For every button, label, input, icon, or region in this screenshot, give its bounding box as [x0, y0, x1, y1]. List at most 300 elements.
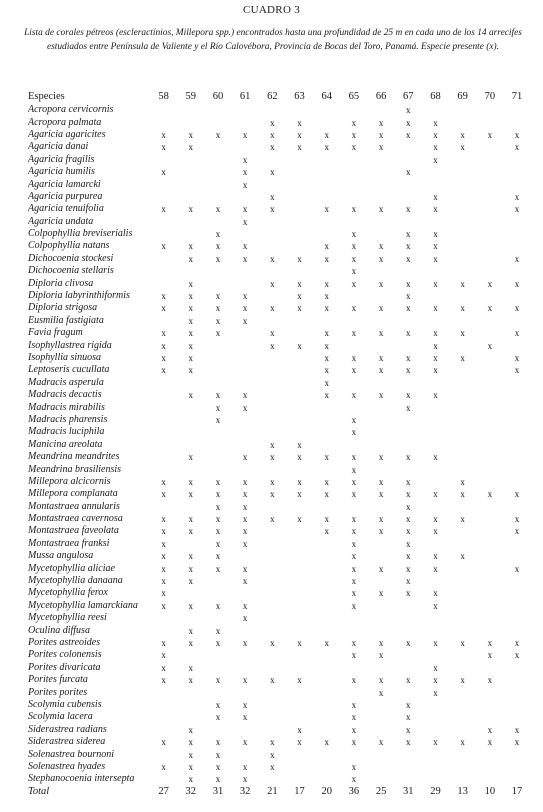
presence-cell: x	[351, 712, 357, 723]
presence-cell	[476, 166, 503, 178]
species-name: Oculina diffusa	[28, 624, 90, 636]
presence-cell	[286, 463, 313, 475]
species-name: Mycetophyllia reesi	[28, 612, 107, 624]
presence-cell	[286, 600, 313, 612]
presence-cell: x	[406, 328, 411, 339]
species-name: Agaricia agaricites	[28, 128, 106, 140]
presence-cell	[313, 662, 340, 674]
presence-cell	[286, 612, 313, 624]
presence-cell	[449, 216, 476, 228]
presence-cell	[313, 104, 340, 116]
presence-cell	[259, 240, 286, 252]
presence-cell	[476, 327, 503, 339]
presence-cell: x	[242, 167, 248, 178]
presence-cell	[503, 662, 530, 674]
presence-cell: x	[351, 328, 357, 339]
presence-cell: x	[433, 353, 438, 363]
presence-cell	[476, 501, 503, 513]
presence-cell	[232, 649, 259, 661]
presence-cell	[177, 414, 204, 426]
presence-cell: x	[406, 724, 411, 735]
species-name: Mycetophyllia danaana	[28, 575, 123, 587]
presence-cell	[286, 711, 313, 723]
presence-cell: x	[215, 501, 221, 512]
presence-cell	[313, 191, 340, 203]
presence-cell	[368, 414, 395, 426]
table-row	[28, 612, 531, 624]
presence-cell	[286, 352, 313, 364]
presence-cell	[286, 191, 313, 203]
presence-cell: x	[406, 514, 411, 525]
presence-cell: x	[188, 340, 194, 351]
presence-cell: x	[297, 637, 302, 648]
presence-cell: x	[270, 452, 275, 463]
presence-cell: x	[161, 737, 166, 748]
presence-cell: x	[161, 365, 166, 376]
presence-cell	[422, 724, 449, 736]
reef-column-header: 63	[294, 91, 305, 102]
presence-cell	[503, 476, 530, 488]
presence-cell: x	[378, 675, 384, 686]
species-name: Dichocoenia stockesi	[28, 252, 114, 264]
presence-cell	[449, 649, 476, 661]
presence-cell: x	[242, 712, 248, 723]
presence-cell: x	[406, 637, 411, 648]
table-row	[28, 476, 531, 488]
presence-cell: x	[161, 291, 166, 302]
presence-cell	[150, 377, 177, 389]
reef-column-header: 65	[348, 91, 360, 102]
presence-cell	[503, 116, 530, 128]
presence-cell: x	[406, 105, 411, 116]
species-name: Dichocoenia stellaris	[28, 265, 114, 277]
presence-cell: x	[215, 414, 221, 425]
presence-cell	[259, 426, 286, 438]
presence-cell	[286, 377, 313, 389]
presence-cell	[449, 463, 476, 475]
presence-cell	[313, 426, 340, 438]
presence-cell	[503, 451, 530, 463]
presence-cell	[286, 154, 313, 166]
presence-cell: x	[514, 204, 520, 215]
presence-cell: x	[433, 452, 438, 463]
presence-cell	[286, 178, 313, 190]
table-row	[28, 154, 531, 166]
presence-cell: x	[270, 637, 275, 648]
presence-cell	[204, 377, 231, 389]
presence-cell: x	[215, 514, 221, 525]
presence-cell	[395, 426, 422, 438]
presence-cell: x	[188, 353, 194, 363]
presence-cell	[449, 538, 476, 550]
presence-cell	[232, 377, 259, 389]
presence-cell: x	[406, 229, 411, 240]
presence-cell: x	[406, 253, 411, 264]
presence-cell	[476, 203, 503, 215]
presence-cell: x	[487, 278, 493, 289]
presence-cell	[204, 575, 231, 587]
species-name: Favia fragum	[28, 327, 83, 339]
total-value: 31	[212, 785, 224, 797]
presence-cell	[177, 377, 204, 389]
presence-cell	[177, 166, 204, 178]
presence-cell: x	[161, 600, 166, 611]
presence-cell	[476, 711, 503, 723]
presence-cell	[286, 662, 313, 674]
table-row	[28, 488, 531, 500]
presence-cell: x	[215, 699, 221, 710]
presence-cell: x	[433, 551, 438, 562]
presence-cell: x	[242, 129, 248, 140]
species-name: Stephanocoenia intersepta	[28, 773, 135, 785]
presence-cell: x	[460, 637, 465, 648]
presence-cell: x	[188, 489, 194, 500]
presence-cell: x	[242, 315, 248, 326]
presence-cell: x	[378, 278, 384, 289]
presence-cell: x	[378, 129, 384, 140]
table-row	[28, 637, 531, 649]
presence-cell	[286, 401, 313, 413]
presence-cell	[368, 600, 395, 612]
species-name: Porites colonensis	[28, 649, 102, 661]
presence-cell: x	[406, 117, 411, 128]
presence-cell: x	[324, 340, 329, 351]
presence-cell	[476, 364, 503, 376]
presence-cell: x	[351, 489, 357, 500]
presence-cell: x	[351, 737, 357, 748]
presence-cell	[340, 315, 367, 327]
presence-cell	[395, 377, 422, 389]
presence-cell	[259, 711, 286, 723]
presence-cell	[286, 575, 313, 587]
presence-cell	[177, 228, 204, 240]
presence-cell: x	[433, 563, 438, 574]
presence-cell	[150, 389, 177, 401]
presence-cell	[313, 550, 340, 562]
presence-cell: x	[324, 390, 329, 401]
presence-cell	[476, 315, 503, 327]
presence-cell: x	[406, 501, 411, 512]
presence-cell: x	[324, 737, 329, 748]
presence-cell: x	[161, 353, 166, 363]
presence-cell	[449, 686, 476, 698]
presence-cell	[232, 662, 259, 674]
species-name: Porites divaricata	[28, 661, 101, 673]
presence-cell: x	[161, 563, 166, 574]
presence-cell: x	[324, 377, 329, 388]
presence-cell: x	[406, 675, 411, 686]
presence-cell: x	[215, 737, 221, 748]
presence-cell	[232, 352, 259, 364]
presence-cell	[503, 166, 530, 178]
table-row	[28, 674, 531, 686]
presence-cell	[422, 290, 449, 302]
species-name: Mussa angulosa	[28, 550, 94, 562]
presence-cell	[286, 587, 313, 599]
presence-cell	[503, 216, 530, 228]
presence-cell	[368, 265, 395, 277]
presence-cell: x	[351, 563, 357, 574]
presence-cell	[368, 154, 395, 166]
presence-cell: x	[514, 737, 520, 748]
presence-cell: x	[297, 737, 302, 748]
presence-cell	[476, 426, 503, 438]
species-name: Montastraea faveolata	[28, 525, 119, 537]
presence-cell	[259, 501, 286, 513]
presence-cell	[177, 463, 204, 475]
presence-cell	[232, 724, 259, 736]
presence-cell	[503, 699, 530, 711]
presence-cell: x	[351, 699, 357, 710]
table-row	[28, 216, 531, 228]
presence-cell: x	[270, 191, 275, 202]
presence-cell: x	[433, 390, 438, 401]
presence-cell: x	[188, 452, 194, 463]
species-name: Meandrina brasiliensis	[28, 463, 122, 475]
presence-cell	[476, 253, 503, 265]
presence-cell	[422, 426, 449, 438]
total-value: 21	[267, 785, 278, 797]
species-name: Agaricia fragilis	[28, 153, 95, 165]
table-body	[28, 104, 531, 798]
reef-column-header: 59	[185, 91, 197, 102]
species-name: Porites porites	[28, 686, 88, 698]
presence-cell	[150, 178, 177, 190]
table-row	[28, 463, 531, 475]
presence-cell	[395, 265, 422, 277]
presence-cell: x	[378, 303, 384, 314]
presence-cell	[259, 352, 286, 364]
presence-cell: x	[433, 637, 438, 648]
presence-cell: x	[406, 390, 411, 401]
presence-cell: x	[514, 328, 520, 339]
presence-cell: x	[433, 278, 438, 289]
presence-cell: x	[351, 241, 357, 252]
presence-cell: x	[406, 551, 411, 562]
presence-cell: x	[406, 452, 411, 463]
presence-cell	[476, 612, 503, 624]
presence-cell	[449, 253, 476, 265]
presence-cell	[395, 191, 422, 203]
presence-cell: x	[351, 253, 357, 264]
presence-cell	[150, 414, 177, 426]
presence-cell: x	[487, 303, 493, 314]
table-row	[28, 377, 531, 389]
species-name: Acropora palmata	[28, 116, 102, 128]
presence-cell	[204, 265, 231, 277]
presence-cell: x	[487, 129, 493, 140]
presence-cell	[503, 339, 530, 351]
presence-cell	[395, 649, 422, 661]
table-row	[28, 327, 531, 339]
presence-cell: x	[351, 675, 357, 686]
presence-cell	[232, 414, 259, 426]
presence-cell: x	[297, 129, 302, 140]
presence-cell	[449, 451, 476, 463]
presence-cell	[286, 761, 313, 773]
presence-cell: x	[215, 303, 221, 314]
presence-cell: x	[297, 253, 302, 264]
presence-cell	[449, 154, 476, 166]
presence-cell: x	[324, 241, 329, 252]
presence-cell	[177, 216, 204, 228]
presence-cell: x	[297, 514, 302, 525]
table-row	[28, 736, 531, 748]
table-row	[28, 662, 531, 674]
presence-cell	[503, 290, 530, 302]
presence-cell	[177, 612, 204, 624]
presence-cell	[476, 538, 503, 550]
presence-cell: x	[188, 365, 194, 376]
presence-cell: x	[188, 761, 194, 772]
presence-cell	[177, 401, 204, 413]
presence-cell	[204, 104, 231, 116]
table-row	[28, 550, 531, 562]
table-row	[28, 104, 531, 116]
presence-cell	[422, 624, 449, 636]
presence-cell: x	[351, 204, 357, 215]
table-row	[28, 253, 531, 265]
presence-cell: x	[161, 328, 166, 339]
presence-cell: x	[324, 253, 329, 264]
species-name: Siderastrea siderea	[28, 736, 106, 748]
reef-column-header: 67	[403, 91, 414, 102]
presence-cell	[150, 228, 177, 240]
presence-cell	[503, 414, 530, 426]
presence-cell: x	[242, 774, 248, 785]
presence-cell: x	[188, 253, 194, 264]
presence-cell: x	[188, 563, 194, 574]
presence-cell: x	[297, 142, 302, 153]
presence-cell: x	[351, 427, 357, 438]
presence-cell	[449, 439, 476, 451]
presence-cell: x	[161, 204, 166, 215]
presence-cell	[476, 191, 503, 203]
reef-column-header: 64	[321, 91, 332, 102]
total-value: 10	[484, 785, 496, 797]
presence-cell: x	[242, 637, 248, 648]
species-name: Mycetophyllia lamarckiana	[28, 599, 138, 611]
reef-column-header: 58	[158, 91, 169, 102]
presence-cell: x	[161, 303, 166, 314]
presence-cell: x	[514, 365, 520, 376]
presence-cell: x	[215, 625, 221, 636]
presence-cell	[368, 538, 395, 550]
presence-cell: x	[215, 551, 221, 562]
table-row	[28, 315, 531, 327]
presence-cell: x	[460, 303, 465, 314]
reef-column-header: 62	[267, 91, 278, 102]
presence-cell	[422, 501, 449, 513]
presence-cell	[368, 761, 395, 773]
presence-cell	[232, 141, 259, 153]
presence-cell	[503, 711, 530, 723]
presence-cell: x	[270, 761, 275, 772]
presence-cell: x	[351, 476, 357, 487]
presence-cell	[150, 612, 177, 624]
presence-cell: x	[514, 129, 520, 140]
presence-cell: x	[324, 365, 329, 376]
presence-cell	[286, 315, 313, 327]
presence-cell: x	[242, 452, 248, 463]
presence-cell	[476, 228, 503, 240]
presence-cell: x	[188, 600, 194, 611]
species-name: Meandrina meandrites	[28, 451, 120, 463]
presence-cell	[368, 290, 395, 302]
presence-cell	[368, 166, 395, 178]
presence-cell	[503, 575, 530, 587]
presence-cell: x	[514, 303, 520, 314]
presence-cell: x	[460, 328, 465, 339]
presence-cell	[286, 699, 313, 711]
presence-cell	[476, 575, 503, 587]
table-row	[28, 191, 531, 203]
species-name: Diploria clivosa	[28, 277, 94, 289]
presence-cell	[313, 216, 340, 228]
species-column-header: Especies	[28, 91, 65, 102]
presence-cell	[476, 154, 503, 166]
presence-cell	[177, 426, 204, 438]
presence-cell	[422, 761, 449, 773]
presence-cell: x	[161, 241, 166, 252]
presence-cell: x	[242, 737, 248, 748]
presence-cell	[177, 191, 204, 203]
presence-cell	[422, 699, 449, 711]
presence-cell	[395, 624, 422, 636]
presence-cell	[395, 414, 422, 426]
table-row	[28, 364, 531, 376]
presence-cell	[395, 761, 422, 773]
reef-column-header: 61	[239, 91, 251, 102]
total-value: 32	[185, 785, 197, 797]
table-row	[28, 501, 531, 513]
presence-cell	[503, 389, 530, 401]
presence-cell	[286, 203, 313, 215]
presence-cell: x	[351, 452, 357, 463]
presence-cell	[286, 364, 313, 376]
presence-cell	[259, 377, 286, 389]
presence-cell	[422, 575, 449, 587]
presence-cell	[340, 624, 367, 636]
presence-cell	[503, 761, 530, 773]
presence-cell: x	[514, 650, 520, 661]
presence-cell	[232, 686, 259, 698]
presence-cell	[286, 389, 313, 401]
species-name: Colpophyllia breviserialis	[28, 228, 133, 240]
presence-cell	[177, 265, 204, 277]
presence-cell	[449, 575, 476, 587]
presence-cell	[422, 265, 449, 277]
presence-cell	[449, 711, 476, 723]
presence-cell	[340, 216, 367, 228]
presence-cell: x	[487, 340, 493, 351]
presence-cell	[313, 761, 340, 773]
presence-cell	[313, 538, 340, 550]
presence-cell	[286, 686, 313, 698]
presence-cell	[449, 414, 476, 426]
presence-cell	[259, 265, 286, 277]
presence-cell	[368, 724, 395, 736]
presence-cell: x	[215, 563, 221, 574]
presence-cell	[368, 612, 395, 624]
presence-cell: x	[297, 476, 302, 487]
presence-cell: x	[433, 241, 438, 252]
presence-cell: x	[378, 514, 384, 525]
presence-cell	[368, 550, 395, 562]
species-name: Diploria strigosa	[28, 302, 98, 314]
presence-cell	[259, 562, 286, 574]
presence-cell	[476, 116, 503, 128]
